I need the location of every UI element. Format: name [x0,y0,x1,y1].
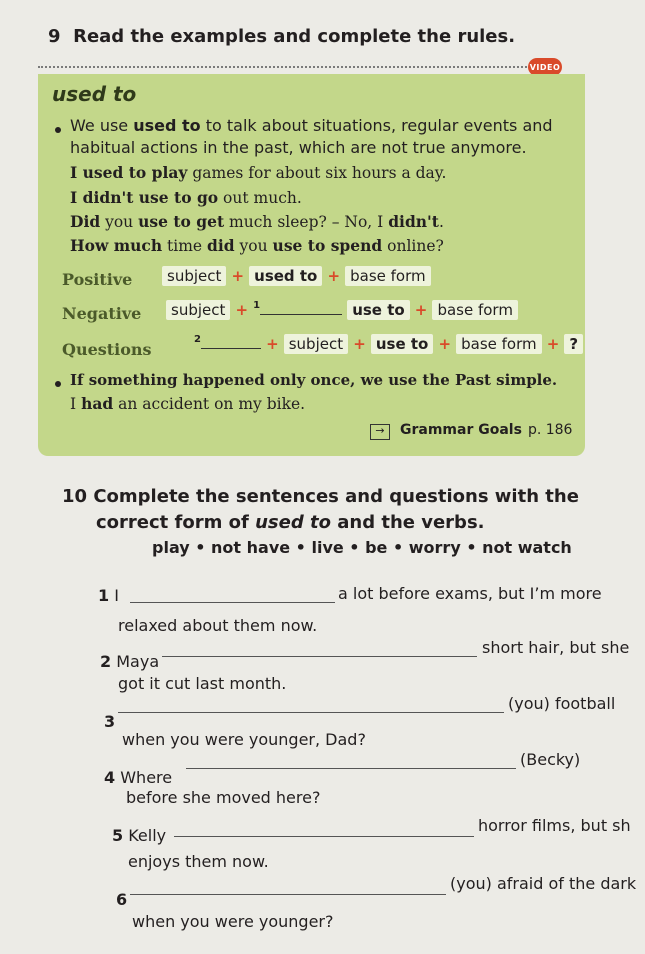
positive-formula: subject + used to + base form [162,266,431,285]
negative-label: Negative [62,304,142,323]
questions-formula: $^2$ + subject + use to + base form + ? [194,334,583,353]
questions-label: Questions [62,340,152,359]
answer-blank-5[interactable] [174,836,474,837]
item-3: 3 [104,712,116,731]
item-1-text: a lot before exams, but I’m more [338,584,602,603]
grammar-reference[interactable]: Grammar Goals p. 186 [400,422,573,438]
item-3-cont: when you were younger, Dad? [122,730,366,749]
negative-formula: subject + $^1$ use to + base form [166,300,518,319]
rule-blank-2[interactable] [201,334,261,349]
item-5: 5 Kelly [112,826,167,845]
rule-1-line2: habitual actions in the past, which are not true anymore. [70,138,527,157]
rule-blank-1[interactable] [260,300,342,315]
example-2: I didn't use to go out much. [70,188,302,207]
answer-blank-4[interactable] [186,768,516,769]
item-2-text: short hair, but she [482,638,630,657]
bullet-icon [55,127,61,133]
item-6-text: (you) afraid of the dark [450,874,637,893]
item-2: 2 Maya [100,652,160,671]
item-5-cont: enjoys them now. [128,852,269,871]
rule-1: We use used to to talk about situations, regular events and [70,116,553,135]
answer-blank-1[interactable] [130,602,335,603]
item-6: 6 [116,890,128,909]
example-4: How much time did you use to spend online? [70,236,444,255]
rule-2: If something happened only once, we use the Past simple. [70,371,558,389]
positive-label: Positive [62,270,133,289]
item-4-text: (Becky) [520,750,581,769]
item-2-cont: got it cut last month. [118,674,287,693]
answer-blank-3[interactable] [118,712,504,713]
item-1-cont: relaxed about them now. [118,616,318,635]
item-4: 4 Where [104,768,173,787]
grammar-box-heading: used to [52,82,137,106]
word-bank: play • not have • live • be • worry • not watch [152,538,572,557]
item-4-cont: before she moved here? [126,788,321,807]
item-5-text: horror films, but sh [478,816,631,835]
rule-2-example: I had an accident on my bike. [70,394,306,413]
exercise-10-title: 10 Complete the sentences and questions with the correct form of used to and the verbs. [62,486,579,533]
answer-blank-6[interactable] [130,894,446,895]
item-1: 1 I [98,586,119,605]
answer-blank-2[interactable] [162,656,477,657]
example-1: I used to play games for about six hours a day. [70,163,447,182]
exercise-9-title: 9 Read the examples and complete the rules. [48,26,516,47]
item-6-cont: when you were younger? [132,912,334,931]
item-3-text: (you) football [508,694,616,713]
video-badge[interactable]: VIDEO [528,58,562,76]
bullet-icon [55,381,61,387]
arrow-right-icon: → [370,424,390,440]
example-3: Did you use to get much sleep? – No, I didn't. [70,212,444,231]
divider [38,66,543,68]
